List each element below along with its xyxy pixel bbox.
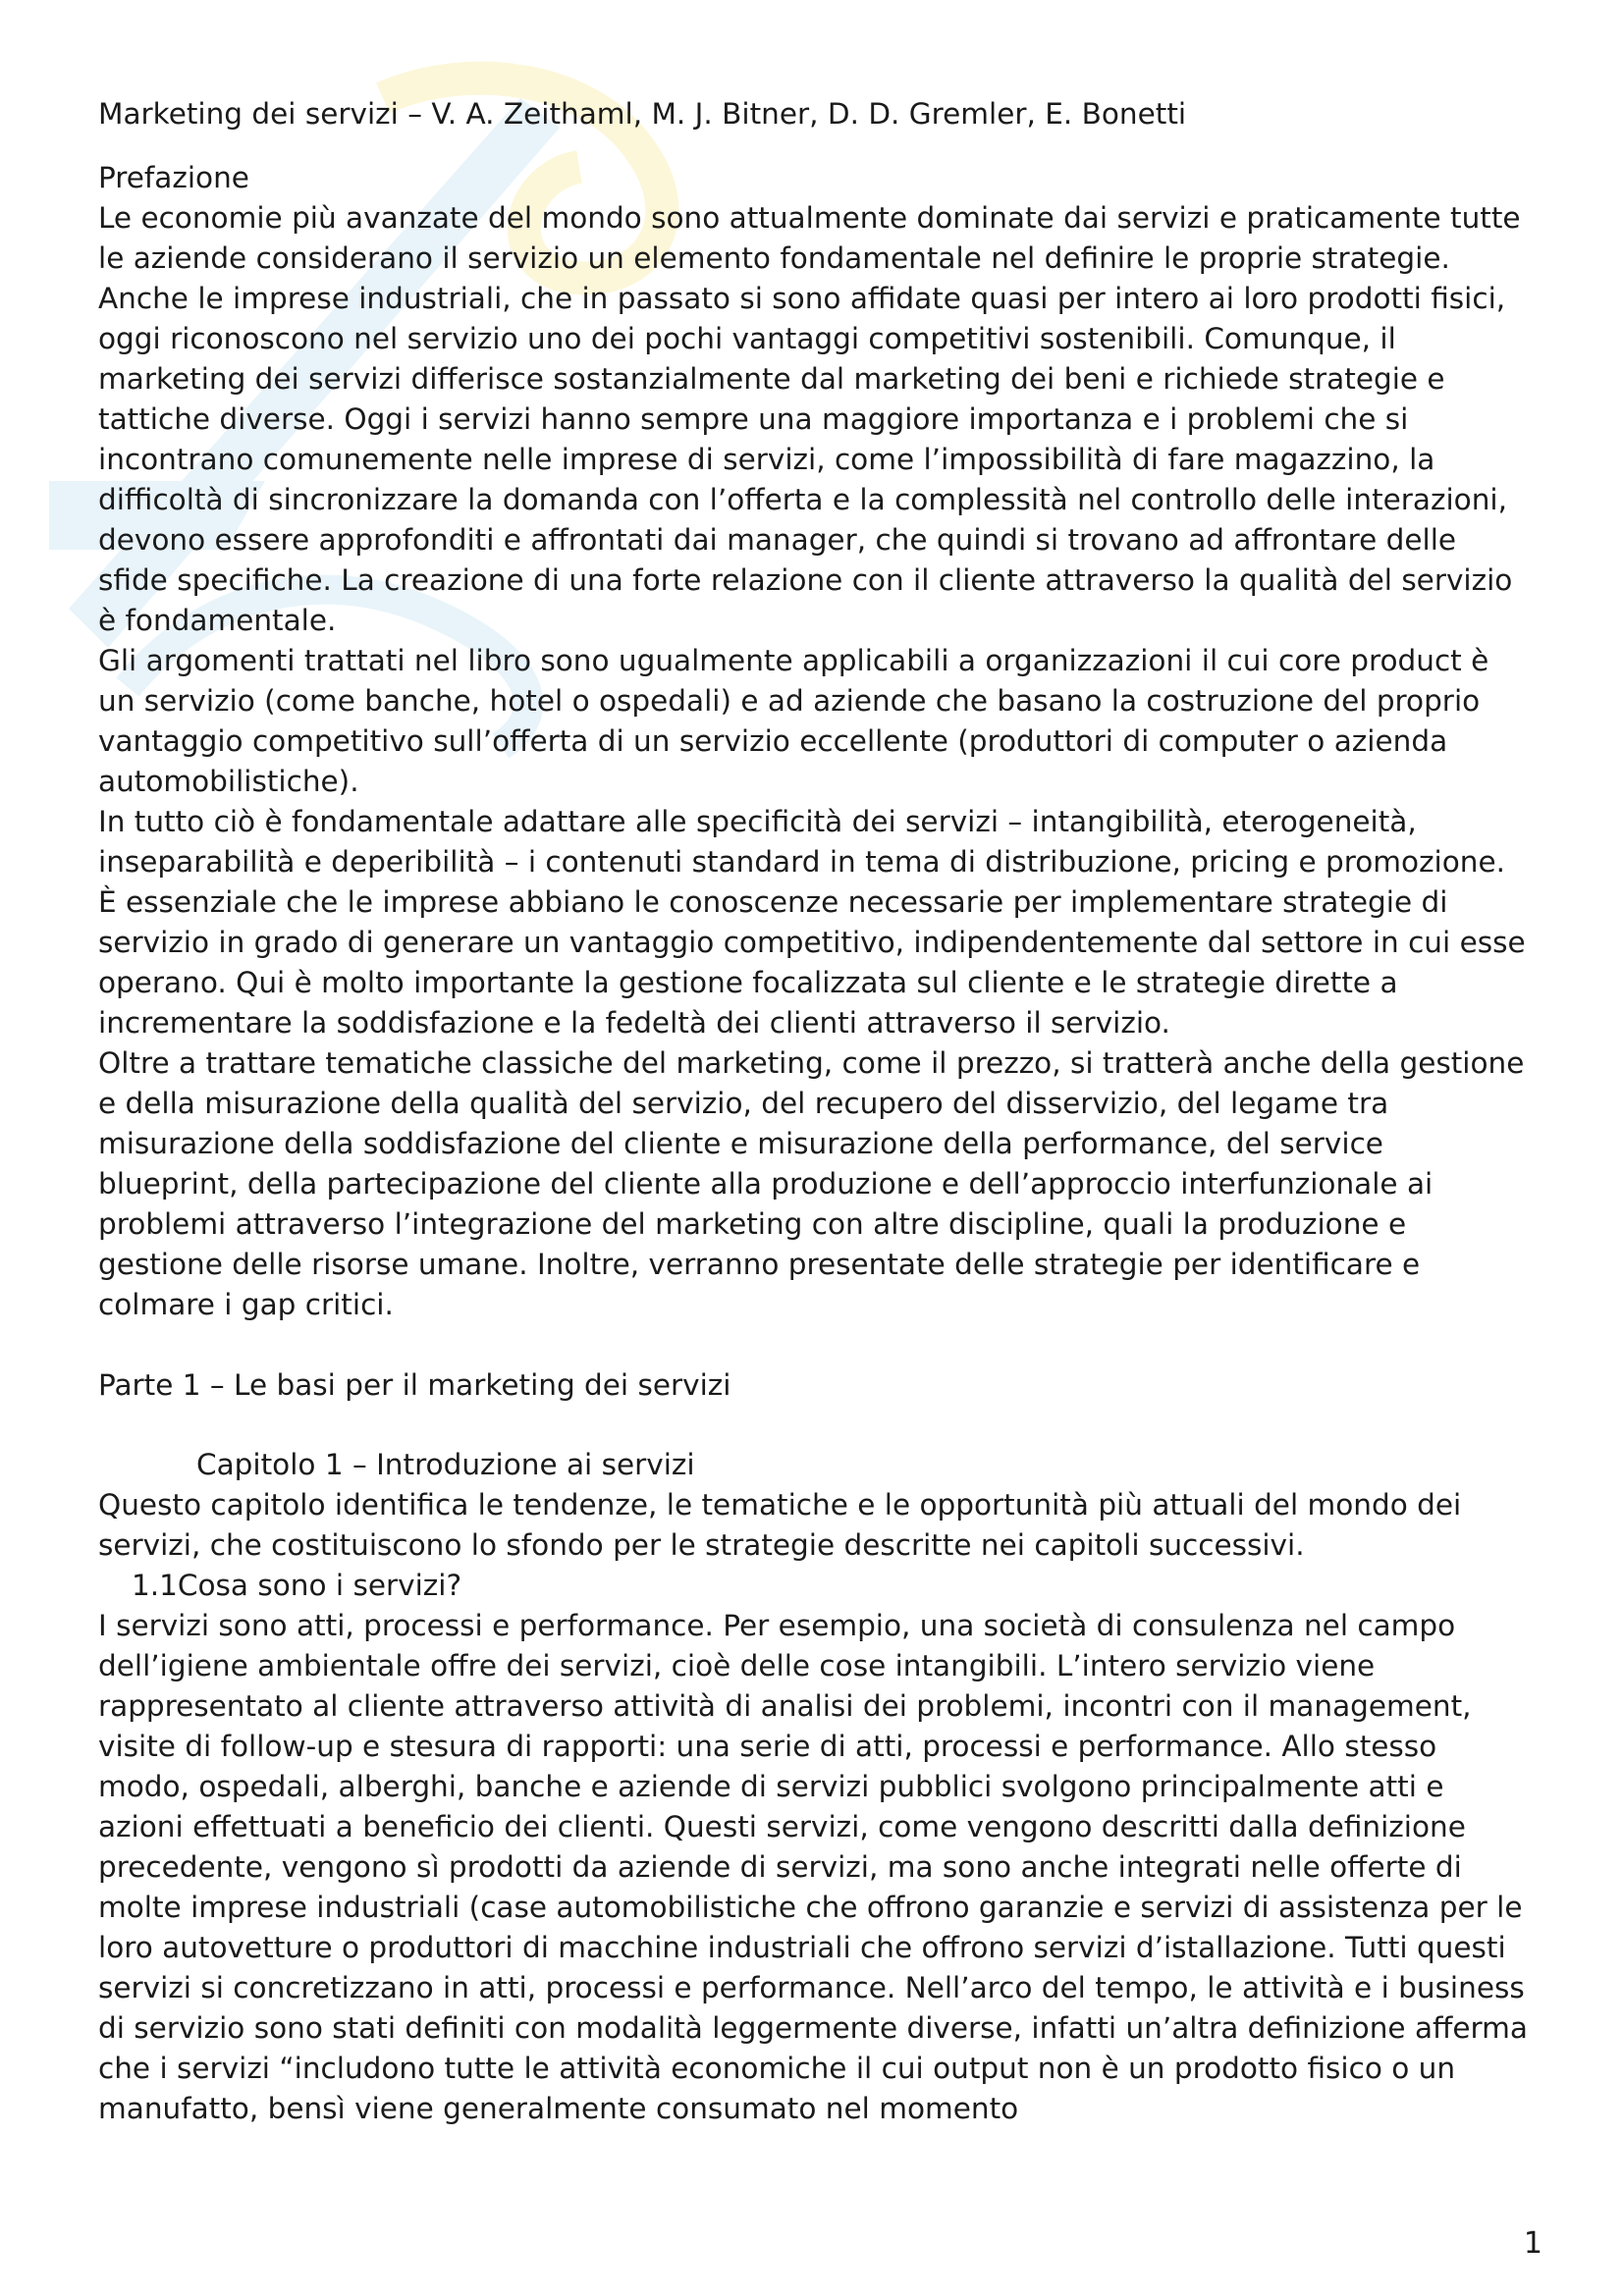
spacer — [98, 1406, 1532, 1425]
page-number: 1 — [1523, 2226, 1542, 2261]
preface-paragraph: Gli argomenti trattati nel libro sono ugualmente applicabili a organizzazioni il cui core product è un servizio (come banche, hotel o ospedali) e ad aziende che basano la costruzione del proprio vantaggio competitivo sull’offerta di un servizio eccellente (produttori di computer o azienda automobilistiche). — [98, 644, 1489, 798]
section-heading: 1.1Cosa sono i servizi? — [132, 1569, 462, 1602]
preface-paragraph: È essenziale che le imprese abbiano le conoscenze necessarie per implementare strategie di servizio in grado di generare un vantaggio competitivo, indipendentemente dal settore in cui esse operano. Qui è molto importante la gestione focalizzata sul cliente e le strategie dirette a incrementare la soddisfazione e la fedeltà dei clienti attraverso il servizio. — [98, 885, 1526, 1040]
preface-heading: Prefazione — [98, 161, 249, 194]
document-title: Marketing dei servizi – V. A. Zeithaml, M. J. Bitner, D. D. Gremler, E. Bonetti — [98, 97, 1187, 131]
preface-paragraph: Oltre a trattare tematiche classiche del marketing, come il prezzo, si tratterà anche della gestione e della misurazione della qualità del servizio, del recupero del disservizio, del legame tra misurazione della soddisfazione del cliente e misurazione della performance, del service blueprint, della partecipazione del cliente alla produzione e dell’approccio interfunzionale ai problemi attraverso l’integrazione del marketing con altre discipline, quali la produzione e gestione delle risorse umane. Inoltre, verranno presentate delle strategie per identificare e colmare i gap critici. — [98, 1046, 1525, 1321]
chapter-intro: Questo capitolo identifica le tendenze, le tematiche e le opportunità più attuali del mondo dei servizi, che costituiscono lo sfondo per le strategie descritte nei capitoli successivi. — [98, 1488, 1462, 1562]
preface-paragraph: In tutto ciò è fondamentale adattare alle specificità dei servizi – intangibilità, eterogeneità, inseparabilità e deperibilità – i contenuti standard in tema di distribuzione, pricing e promozione. — [98, 805, 1506, 879]
spacer — [98, 1325, 1532, 1365]
preface-paragraph: Le economie più avanzate del mondo sono attualmente dominate dai servizi e praticamente tutte le aziende considerano il servizio un elemento fondamentale nel definire le proprie strategie. Anche le imprese industriali, che in passato si sono affidate quasi per intero ai loro prodotti fisici, oggi riconoscono nel servizio uno dei pochi vantaggi competitivi sostenibili. Comunque, il marketing dei servizi differisce sostanzialmente dal marketing dei beni e richiede strategie e tattiche diverse. Oggi i servizi hanno sempre una maggiore importanza e i problemi che si incontrano comunemente nelle imprese di servizi, come l’impossibilità di fare magazzino, la difficoltà di sincronizzare la domanda con l’offerta e la complessità nel controllo delle interazioni, devono essere approfonditi e affrontati dai manager, che quindi si trovano ad affrontare delle sfide specifiche. La creazione di una forte relazione con il cliente attraverso la qualità del servizio è fondamentale. — [98, 201, 1521, 637]
section-text: I servizi sono atti, processi e performance. Per esempio, una società di consulenza nel campo dell’igiene ambientale offre dei servizi, cioè delle cose intangibili. L’intero servizio viene rappresentato al cliente attraverso attività di analisi dei problemi, incontri con il management, visite di follow-up e stesura di rapporti: una serie di atti, processi e performance. Allo stesso modo, ospedali, alberghi, banche e aziende di servizi pubblici svolgono principalmente atti e azioni effettuati a beneficio dei clienti. Questi servizi, come vengono descritti dalla definizione precedente, vengono sì prodotti da aziende di servizi, ma sono anche integrati nelle offerte di molte imprese industriali (case automobilistiche che offrono garanzie e servizi di assistenza per le loro autovetture o produttori di macchine industriali che offrono servizi d’istallazione. Tutti questi servizi si concretizzano in atti, processi e performance. Nell’arco del tempo, le attività e i business di servizio sono stati definiti con modalità leggermente diverse, infatti un’altra definizione afferma che i servizi “includono tutte le attività economiche il cui output non è un prodotto fisico o un manufatto, bensì viene generalmente consumato nel momento — [98, 1609, 1528, 2125]
document-body — [98, 94, 1532, 2129]
chapter-heading: Capitolo 1 – Introduzione ai servizi — [196, 1448, 695, 1481]
part-heading: Parte 1 – Le basi per il marketing dei servizi — [98, 1368, 731, 1402]
